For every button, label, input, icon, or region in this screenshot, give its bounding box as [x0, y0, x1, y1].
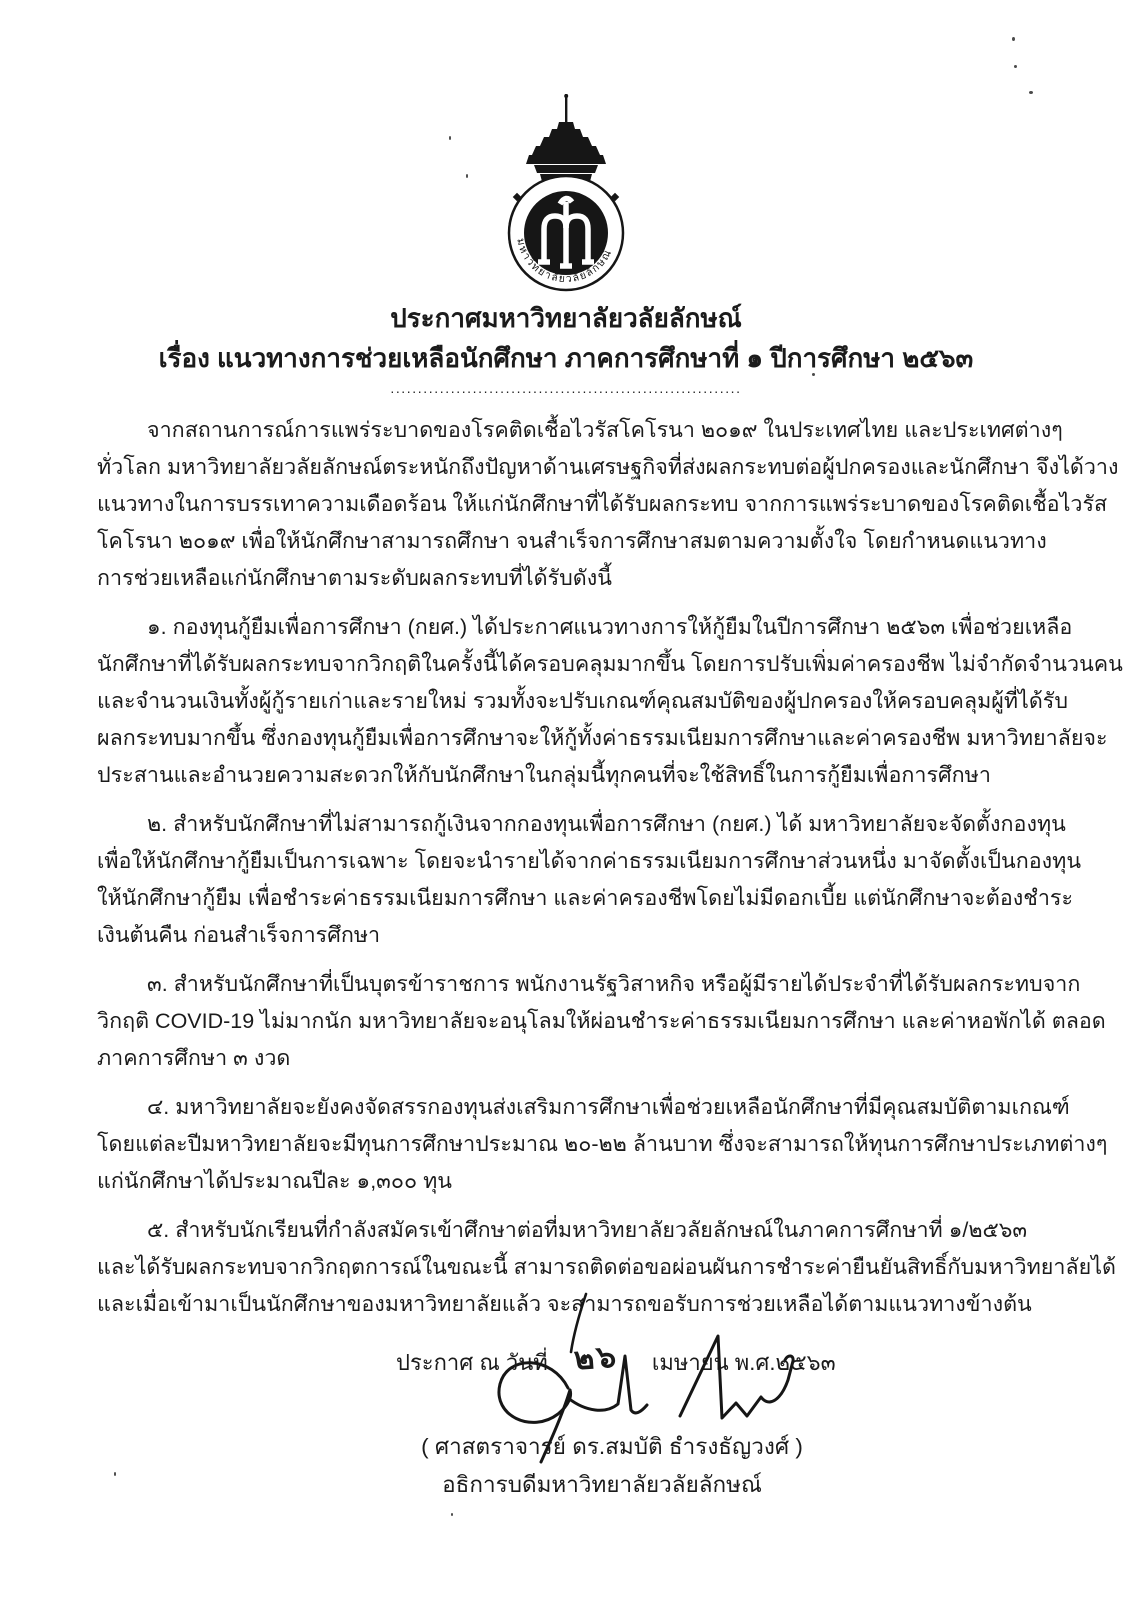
body-line: ภาคการศึกษา ๓ งวด — [97, 1046, 291, 1070]
announcement-subject: เรื่อง แนวทางการช่วยเหลือนักศึกษา ภาคการศึกษาที่ ๑ ปีการศึกษา ๒๕๖๓ — [158, 343, 974, 373]
body-line: โดยแต่ละปีมหาวิทยาลัยจะมีทุนการศึกษาประมาณ ๒๐-๒๒ ล้านบาท ซึ่งจะสามารถให้ทุนการศึกษาประเภทต่างๆ — [97, 1132, 1108, 1156]
body-line: เพื่อให้นักศึกษากู้ยืมเป็นการเฉพาะ โดยจะนำรายได้จากค่าธรรมเนียมการศึกษาส่วนหนึ่ง มาจัดตั้งเป็นกองทุน — [97, 849, 1082, 873]
paragraph-intro — [97, 412, 1119, 597]
body-line: ประสานและอำนวยความสะดวกให้กับนักศึกษาในกลุ่มนี้ทุกคนที่จะใช้สิทธิ์ในการกู้ยืมเพื่อการศึกษา — [97, 763, 991, 787]
body-line: ๔. มหาวิทยาลัยจะยังคงจัดสรรกองทุนส่งเสริมการศึกษาเพื่อช่วยเหลือนักศึกษาที่มีคุณสมบัติตามเกณฑ์ — [147, 1095, 1070, 1119]
seal-band-text: มหาวิทยาลัยวลัยลักษณ์ — [514, 237, 615, 286]
paragraph-item-3 — [97, 966, 1106, 1077]
date-prefix: ประกาศ ณ วันที่ — [396, 1350, 548, 1375]
body-line: ๕. สำหรับนักเรียนที่กำลังสมัครเข้าศึกษาต่อที่มหาวิทยาลัยวลัยลักษณ์ในภาคการศึกษาที่ ๑/๒๕๖๓ — [147, 1218, 1028, 1242]
body-line: ให้นักศึกษากู้ยืม เพื่อชำระค่าธรรมเนียมการศึกษา และค่าครองชีพโดยไม่มีดอกเบี้ย แต่นักศึกษาจะต้องชำระ — [97, 886, 1074, 910]
body-line: ๑. กองทุนกู้ยืมเพื่อการศึกษา (กยศ.) ได้ประกาศแนวทางการให้กู้ยืมในปีการศึกษา ๒๕๖๓ เพื่อช่วยเหลือ — [147, 615, 1073, 639]
body-line: นักศึกษาที่ได้รับผลกระทบจากวิกฤติในครั้งนี้ได้ครอบคลุมมากขึ้น โดยการปรับเพิ่มค่าครองชีพ ไม่จำกัดจำนวนคน — [97, 652, 1123, 676]
scan-speck — [451, 1513, 453, 1516]
body-line: โคโรนา ๒๐๑๙ เพื่อให้นักศึกษาสามารถศึกษา จนสำเร็จการศึกษาสมตามความตั้งใจ โดยกำหนดแนวทาง — [97, 529, 1047, 553]
paragraph-item-2 — [97, 806, 1082, 954]
university-seal-icon — [482, 92, 650, 294]
body-line: และจำนวนเงินทั้งผู้กู้รายเก่าและรายใหม่ รวมทั้งจะปรับเกณฑ์คุณสมบัติของผู้ปกครองให้ครอบคลุมผู้ที่ได้รับ — [97, 689, 1069, 713]
body-line: ๒. สำหรับนักศึกษาที่ไม่สามารถกู้เงินจากกองทุนเพื่อการศึกษา (กยศ.) ได้ มหาวิทยาลัยจะจัดตั้งกองทุน — [147, 812, 1066, 836]
body-line: แก่นักศึกษาได้ประมาณปีละ ๑,๓๐๐ ทุน — [97, 1169, 452, 1193]
paragraph-item-4 — [97, 1089, 1108, 1200]
announcement-title: ประกาศมหาวิทยาลัยวลัยลักษณ์ — [390, 303, 742, 333]
divider-dots: ................................................................ — [390, 380, 742, 396]
body-line: ๓. สำหรับนักศึกษาที่เป็นบุตรข้าราชการ พนักงานรัฐวิสาหกิจ หรือผู้มีรายได้ประจำที่ได้รับผลกระทบจาก — [147, 972, 1081, 996]
body-line: แนวทางในการบรรเทาความเดือดร้อน ให้แก่นักศึกษาที่ได้รับผลกระทบ จากการแพร่ระบาดของโรคติดเชื้อไวรัส — [97, 492, 1108, 516]
scan-speck — [1012, 37, 1015, 41]
body-line: การช่วยเหลือแก่นักศึกษาตามระดับผลกระทบที่ได้รับดังนี้ — [97, 566, 612, 590]
body-line: ผลกระทบมากขึ้น ซึ่งกองทุนกู้ยืมเพื่อการศึกษาจะให้กู้ทั้งค่าธรรมเนียมการศึกษาและค่าครองชีพ มหาวิทยาลัยจะ — [97, 726, 1108, 750]
signer-position: อธิการบดีมหาวิทยาลัยวลัยลักษณ์ — [442, 1472, 762, 1497]
body-line: เงินต้นคืน ก่อนสำเร็จการศึกษา — [97, 923, 381, 947]
body-line: และเมื่อเข้ามาเป็นนักศึกษาของมหาวิทยาลัยแล้ว จะสามารถขอรับการช่วยเหลือได้ตามแนวทางข้างต้น — [97, 1292, 1032, 1316]
document-header — [0, 92, 1132, 396]
paragraph-item-1 — [97, 609, 1123, 794]
scan-speck — [1014, 65, 1017, 68]
body-line: และได้รับผลกระทบจากวิกฤตการณ์ในขณะนี้ สามารถติดต่อขอผ่อนผันการชำระค่ายืนยันสิทธิ์กับมหาวิทยาลัยได้ — [97, 1255, 1116, 1279]
handwritten-date: ๒๖ — [572, 1338, 619, 1377]
date-month-year: เมษายน พ.ศ.๒๕๖๓ — [651, 1350, 836, 1375]
body-line: วิกฤติ COVID-19 ไม่มากนัก มหาวิทยาลัยจะอนุโลมให้ผ่อนชำระค่าธรรมเนียมการศึกษา และค่าหอพักได้ ตลอด — [97, 1009, 1106, 1033]
body-line: ทั่วโลก มหาวิทยาลัยวลัยลักษณ์ตระหนักถึงปัญหาด้านเศรษฐกิจที่ส่งผลกระทบต่อผู้ปกครองและนักศึกษา จึงได้วาง — [97, 455, 1119, 479]
announcement-body — [97, 412, 1123, 1335]
body-line: จากสถานการณ์การแพร่ระบาดของโรคติดเชื้อไวรัสโคโรนา ๒๐๑๙ ในประเทศไทย และประเทศต่างๆ — [147, 418, 1063, 442]
signer-name: ( ศาสตราจารย์ ดร.สมบัติ ธำรงธัญวงศ์ ) — [421, 1434, 803, 1459]
